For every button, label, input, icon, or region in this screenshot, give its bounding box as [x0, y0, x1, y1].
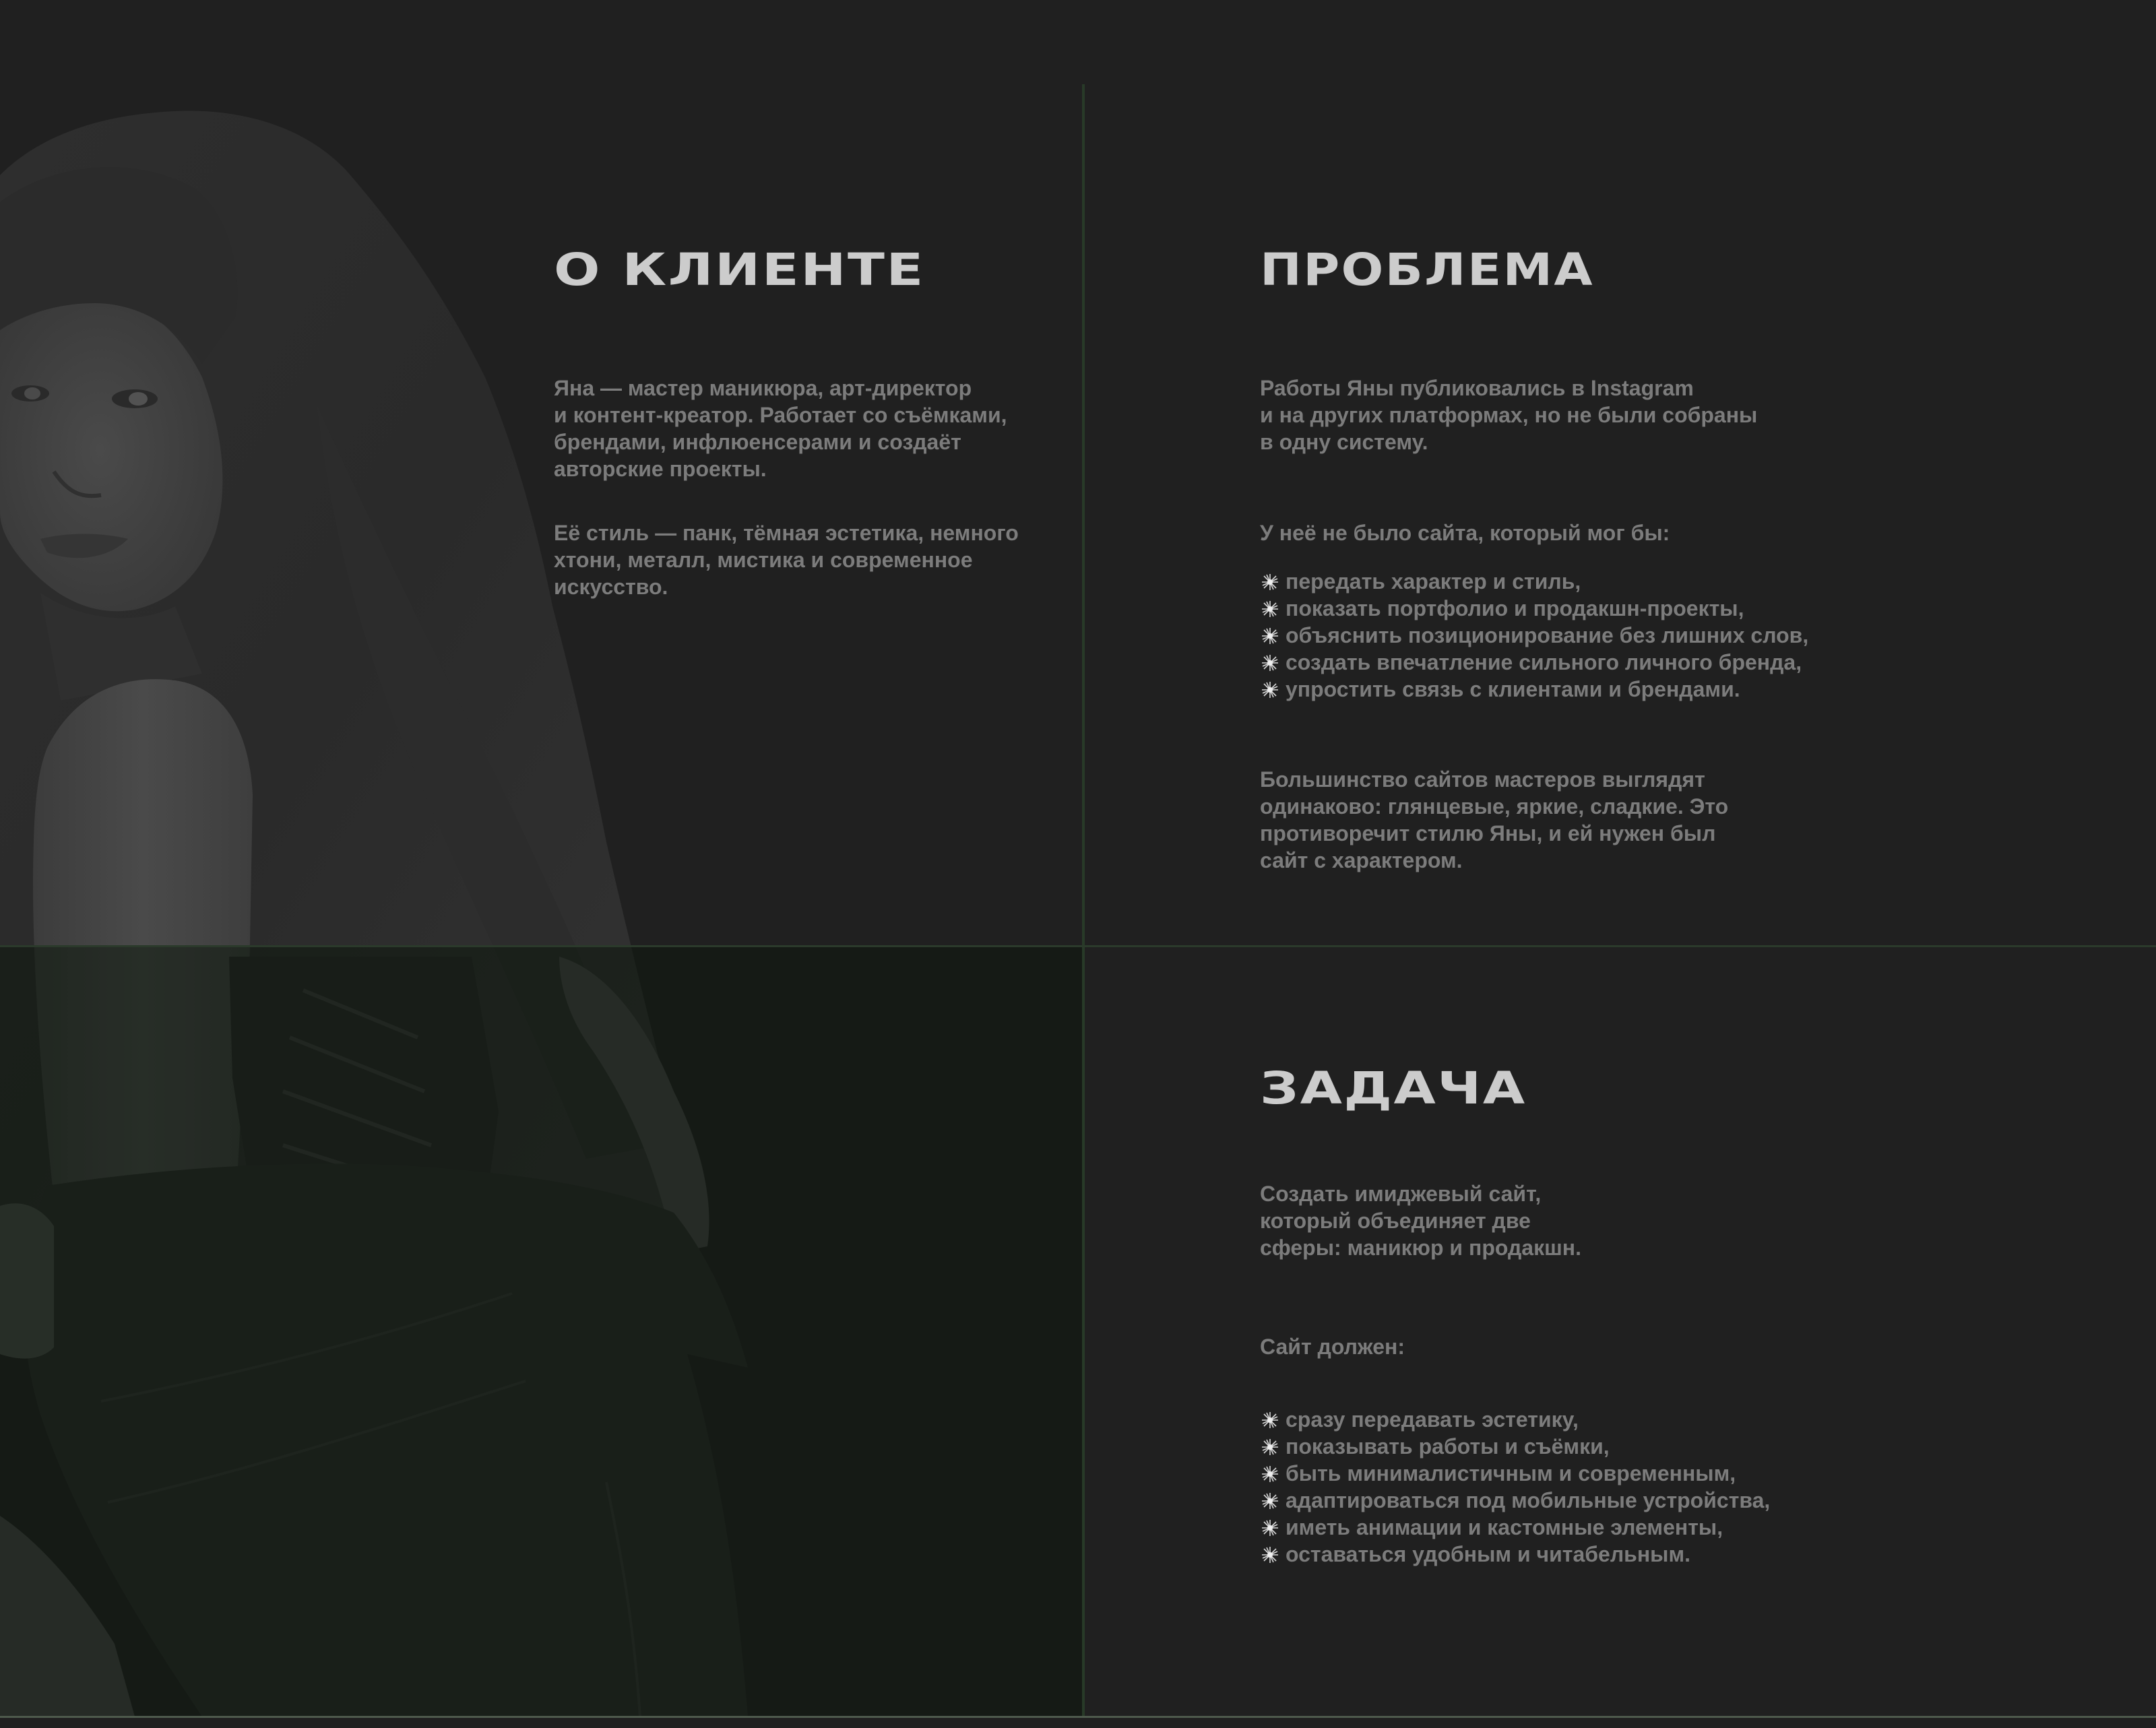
- task-list: [1261, 1406, 1770, 1568]
- sparkle-burst-icon: [1261, 681, 1279, 699]
- problem-paragraph-2: Большинство сайтов мастеров выглядят одинаково: глянцевые, яркие, сладкие. Это противоречит стилю Яны, и ей нужен был сайт с характером.: [1260, 767, 1729, 872]
- sparkle-burst-icon: [1261, 1492, 1279, 1510]
- sparkle-burst-icon: [1261, 1465, 1279, 1483]
- list-item: объяснить позиционирование без лишних слов,: [1261, 622, 1808, 649]
- problem-title: ПРОБЛЕМА: [1260, 244, 1594, 296]
- sparkle-burst-icon: [1261, 573, 1279, 591]
- about-paragraph-1: Яна — мастер маникюра, арт-директор и контент-креатор. Работает со съёмками, брендами, инфлюенсерами и создаёт авторские проекты.: [554, 376, 1007, 481]
- list-item: передать характер и стиль,: [1261, 568, 1808, 595]
- problem-list-intro: У неё не было сайта, который мог бы:: [1260, 521, 1670, 545]
- sparkle-burst-icon: [1261, 627, 1279, 645]
- list-item: создать впечатление сильного личного бренда,: [1261, 649, 1808, 676]
- sparkle-burst-icon: [1261, 654, 1279, 672]
- horizontal-divider: [0, 945, 2156, 947]
- sparkle-burst-icon: [1261, 1438, 1279, 1456]
- green-tint: [0, 947, 1082, 1717]
- task-title: ЗАДАЧА: [1260, 1062, 1527, 1114]
- task-list-intro: Сайт должен:: [1260, 1335, 1405, 1359]
- vertical-divider: [1082, 84, 1085, 1717]
- sparkle-burst-icon: [1261, 1519, 1279, 1537]
- sparkle-burst-icon: [1261, 1411, 1279, 1429]
- list-item: упростить связь с клиентами и брендами.: [1261, 676, 1808, 703]
- list-item: оставаться удобным и читабельным.: [1261, 1541, 1770, 1568]
- list-item: адаптироваться под мобильные устройства,: [1261, 1487, 1770, 1514]
- task-paragraph-1: Создать имиджевый сайт, который объединяет две сферы: маникюр и продакшн.: [1260, 1182, 1581, 1260]
- list-item: быть минималистичным и современным,: [1261, 1460, 1770, 1487]
- sparkle-burst-icon: [1261, 600, 1279, 618]
- problem-paragraph-1: Работы Яны публиковались в Instagram и на других платформах, но не были собраны в одну систему.: [1260, 376, 1758, 454]
- list-item: сразу передавать эстетику,: [1261, 1406, 1770, 1433]
- about-paragraph-2: Её стиль — панк, тёмная эстетика, немного хтони, металл, мистика и современное искусство.: [554, 521, 1019, 599]
- problem-list: [1261, 568, 1808, 703]
- list-item: показывать работы и съёмки,: [1261, 1433, 1770, 1460]
- sparkle-burst-icon: [1261, 1546, 1279, 1564]
- list-item: иметь анимации и кастомные элементы,: [1261, 1514, 1770, 1541]
- list-item: показать портфолио и продакшн-проекты,: [1261, 595, 1808, 622]
- about-title: О КЛИЕНТЕ: [554, 244, 925, 296]
- bottom-strip: [0, 1718, 2156, 1728]
